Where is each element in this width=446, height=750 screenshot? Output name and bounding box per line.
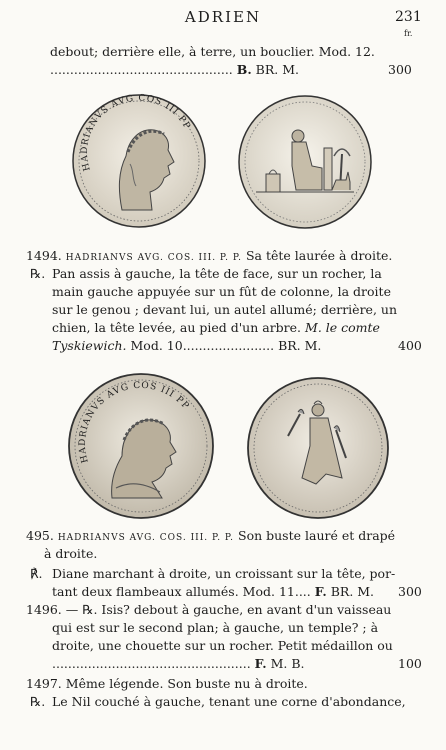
- entry-1494-header: [26, 248, 392, 266]
- metal-label: BR. M.: [330, 584, 375, 599]
- coin-legend: HADRIANVS AVG COS III PP: [77, 380, 191, 464]
- collection-name: M. le comte: [305, 320, 380, 335]
- page-number: 231: [395, 9, 422, 25]
- entry-number: 495.: [26, 528, 54, 543]
- entry-number: 1494.: [26, 248, 62, 263]
- reverse-sign: ℟.: [30, 566, 43, 581]
- metal-label: M. B.: [270, 656, 305, 671]
- reverse-sign: ℞.: [30, 266, 46, 281]
- reverse-line: Diane marchant à droite, un croissant sur la tête, por-: [52, 566, 396, 581]
- price: 400: [398, 338, 422, 353]
- entry-1497-header: [26, 676, 308, 692]
- reverse-text: Isis? debout à gauche, en avant d'un vaisseau: [101, 602, 392, 617]
- coin-1495-obverse: [66, 370, 216, 522]
- module: Mod. 10: [130, 338, 183, 353]
- entry-1495-header: [26, 528, 395, 546]
- reverse-line: [52, 320, 380, 336]
- leader-line: [52, 656, 305, 672]
- entry-1496-header: [26, 602, 391, 618]
- obverse-description-cont: à droite.: [44, 546, 98, 561]
- reverse-line: main gauche appuyée sur un fût de colonne, la droite: [52, 284, 391, 299]
- metal-label: BR. M.: [278, 338, 322, 353]
- rarity-mark: F.: [314, 584, 327, 599]
- continuation-leader-line: [50, 62, 299, 78]
- price: 300: [388, 62, 412, 77]
- running-title: ADRIEN: [184, 8, 262, 26]
- dot-leader: ..................................................: [52, 656, 251, 671]
- reverse-text: tant deux flambeaux allumés. Mod. 11: [52, 584, 295, 599]
- coin-legend: HADRIANVS AVG COS III PP: [79, 93, 193, 172]
- coin-1495-reverse: [246, 374, 390, 522]
- rarity-mark: F.: [254, 656, 267, 671]
- coin-legend: HADRIANVS AVG. COS. III. P. P.: [57, 533, 235, 543]
- reverse-line: sur le genou ; devant lui, un autel allumé; derrière, un: [52, 302, 397, 317]
- entry-number: 1496.: [26, 602, 62, 617]
- reverse-text: chien, la tête levée, au pied d'un arbre.: [52, 320, 302, 335]
- dot-leader: ....: [294, 584, 311, 599]
- reverse-line: droite, une chouette sur un rocher. Petit médaillon ou: [52, 638, 393, 653]
- reverse-line: Pan assis à gauche, la tête de face, sur un rocher, la: [52, 266, 382, 281]
- obverse-description: Même légende. Son buste nu à droite.: [65, 676, 308, 691]
- reverse-sign: — ℞.: [65, 602, 98, 617]
- price: 100: [398, 656, 422, 671]
- metal-label: BR. M.: [255, 62, 299, 77]
- price: 300: [398, 584, 422, 599]
- reverse-sign: ℞.: [30, 694, 46, 709]
- coin-1494-reverse: [236, 92, 374, 232]
- obverse-description: Sa tête laurée à droite.: [245, 248, 393, 263]
- dot-leader: .......................: [182, 338, 275, 353]
- signature-mark: fr.: [404, 29, 413, 38]
- reverse-line-final: [52, 584, 374, 600]
- rarity-mark: B.: [236, 62, 252, 77]
- dot-leader: ..............................................: [50, 62, 233, 77]
- coin-legend: HADRIANVS AVG. COS. III. P. P.: [65, 253, 242, 263]
- reverse-line: Le Nil couché à gauche, tenant une corne d'abondance,: [52, 694, 406, 709]
- coin-1494-obverse: [70, 90, 208, 232]
- obverse-description: Son buste lauré et drapé: [238, 528, 396, 543]
- collection-name-cont: Tyskiewich.: [52, 338, 127, 353]
- reverse-line: qui est sur le second plan; à gauche, un temple? ; à: [52, 620, 379, 635]
- entry-number: 1497.: [26, 676, 62, 691]
- reverse-line-final: [52, 338, 321, 354]
- continuation-line: debout; derrière elle, à terre, un bouclier. Mod. 12.: [50, 44, 375, 59]
